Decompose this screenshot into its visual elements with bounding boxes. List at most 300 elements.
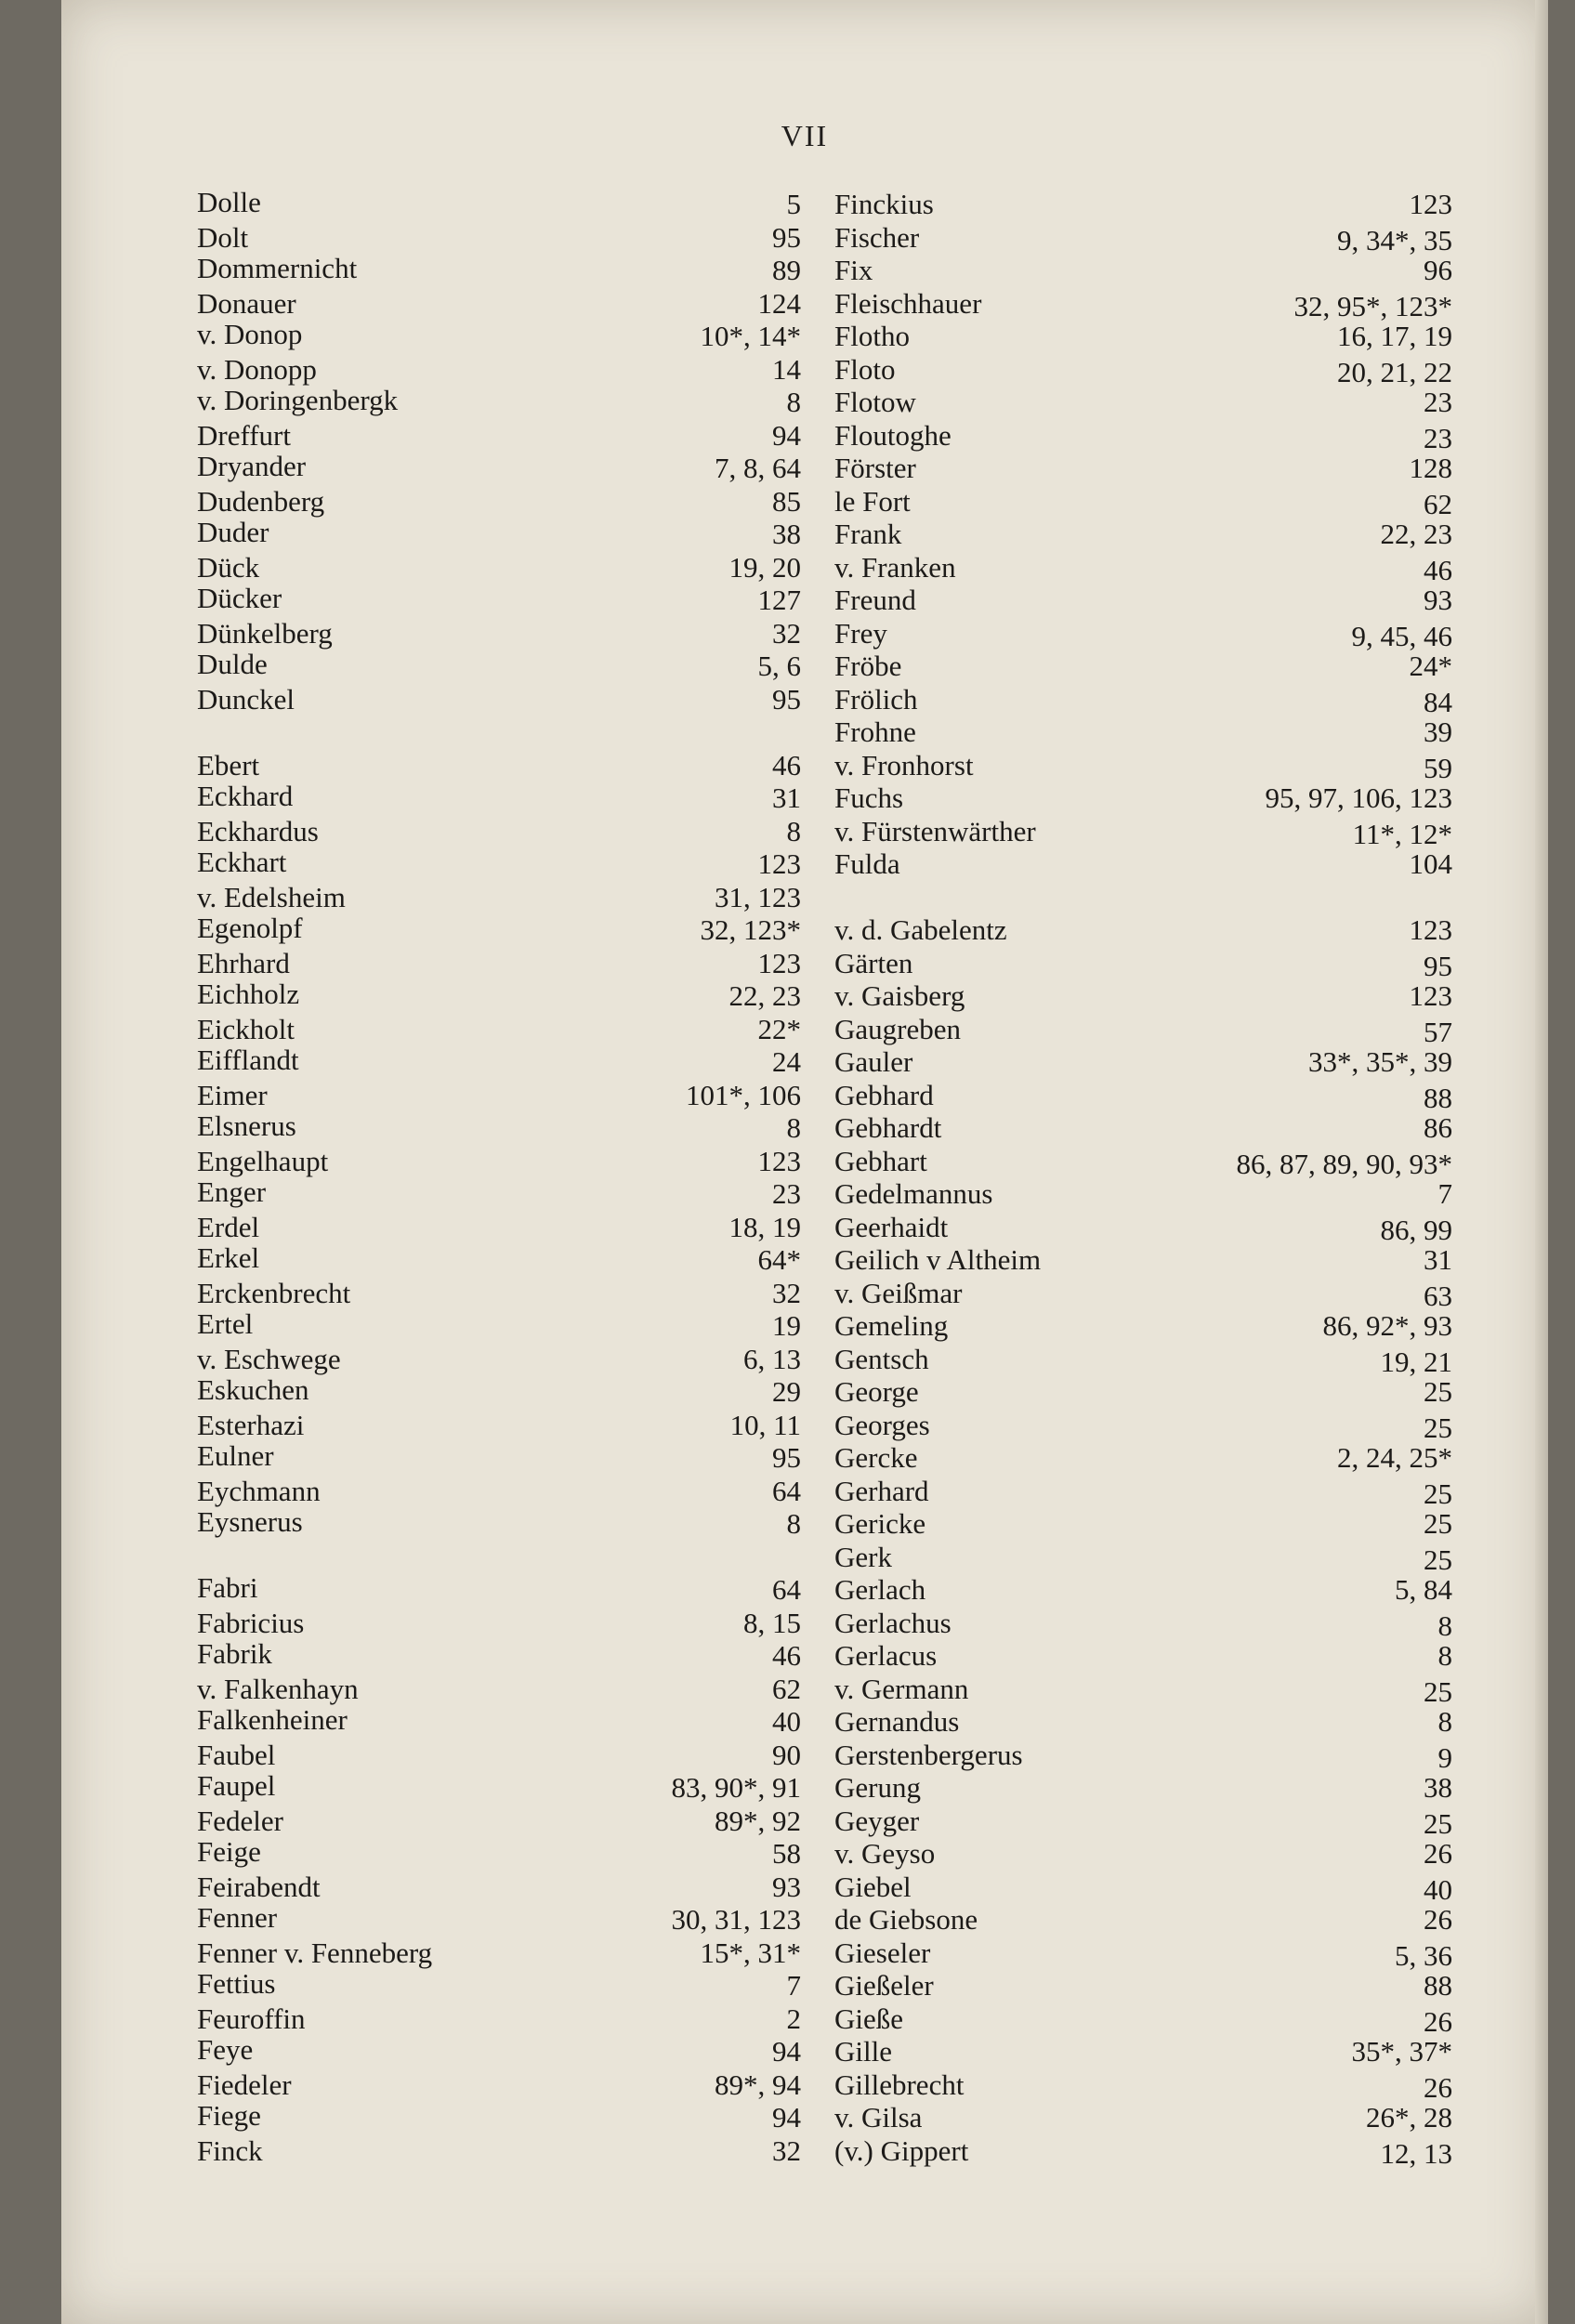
entry-name: Eulner: [197, 1439, 274, 1472]
entry-page-refs: 58: [772, 1837, 801, 1870]
entry-name: v. d. Gabelentz: [834, 913, 1007, 946]
index-entry: [197, 1969, 801, 2002]
entry-page-refs: 25: [1424, 1375, 1452, 1408]
entry-page-refs: 25: [1424, 1507, 1452, 1540]
entry-page-refs: 8: [1437, 1705, 1452, 1738]
entry-page-refs: 10, 11: [729, 1408, 801, 1441]
entry-page-refs: 124: [757, 286, 801, 320]
index-entry: [834, 1969, 1452, 2002]
entry-page-refs: 8: [1437, 1639, 1452, 1672]
entry-name: Elsnerus: [197, 1109, 296, 1142]
index-entry: [834, 1145, 1452, 1178]
entry-name: Förster: [834, 452, 916, 484]
entry-page-refs: 7: [786, 1969, 801, 2002]
index-entry: [834, 1937, 1452, 1970]
entry-page-refs: 123: [1409, 913, 1452, 946]
index-entry: [197, 584, 801, 617]
index-entry: [834, 1837, 1452, 1871]
entry-page-refs: 96: [1424, 254, 1452, 286]
entry-name: Gerlach: [834, 1573, 926, 1606]
entry-page-refs: 62: [1424, 487, 1452, 520]
entry-name: Erdel: [197, 1210, 260, 1243]
index-entry: [197, 2101, 801, 2134]
index-entry: [834, 2002, 1452, 2036]
index-entry: [834, 188, 1452, 221]
entry-name: Dudenberg: [197, 484, 325, 518]
index-entry: [197, 1903, 801, 1937]
index-entry: [834, 584, 1452, 617]
entry-page-refs: 101*, 106: [686, 1078, 801, 1111]
index-entry: [197, 2035, 801, 2068]
entry-name: Esterhazi: [197, 1408, 305, 1441]
entry-page-refs: 88: [1424, 1969, 1452, 2002]
entry-page-refs: 64: [772, 1573, 801, 1606]
entry-page-refs: 8: [786, 386, 801, 418]
section-gap: [197, 1541, 801, 1574]
entry-name: Falkenheiner: [197, 1703, 348, 1736]
entry-name: Gieße: [834, 2002, 904, 2035]
index-entry: [834, 1309, 1452, 1343]
entry-page-refs: 93: [1424, 584, 1452, 616]
index-entry: [197, 1409, 801, 1442]
entry-name: Flotow: [834, 386, 916, 418]
entry-page-refs: 90: [772, 1738, 801, 1771]
index-entry: [197, 1573, 801, 1607]
entry-page-refs: 26: [1424, 1837, 1452, 1870]
entry-name: v. Donop: [197, 318, 303, 350]
index-entry: [197, 781, 801, 815]
entry-name: Dolle: [197, 186, 261, 218]
section-gap: [834, 881, 1452, 914]
entry-name: Gedelmannus: [834, 1177, 993, 1210]
entry-page-refs: 63: [1424, 1279, 1452, 1312]
index-entry: [197, 1079, 801, 1112]
index-entry: [197, 881, 801, 914]
entry-page-refs: 32: [772, 1276, 801, 1309]
entry-name: Fröbe: [834, 650, 902, 682]
index-entry: [197, 1705, 801, 1739]
entry-name: Feuroffin: [197, 2002, 306, 2035]
entry-page-refs: 20, 21, 22: [1337, 355, 1452, 388]
index-entry: [197, 1871, 801, 1904]
index-entry: [197, 1837, 801, 1871]
entry-page-refs: 31: [1424, 1243, 1452, 1276]
entry-name: Frohne: [834, 716, 916, 748]
index-entry: [834, 683, 1452, 716]
entry-name: Dommernicht: [197, 252, 358, 284]
entry-page-refs: 95: [772, 1441, 801, 1474]
entry-name: Flotho: [834, 320, 910, 352]
entry-page-refs: 22*: [757, 1012, 801, 1045]
index-entry: [197, 254, 801, 287]
entry-page-refs: 46: [772, 748, 801, 781]
entry-page-refs: 46: [772, 1639, 801, 1672]
index-entry: [834, 1739, 1452, 1772]
entry-page-refs: 104: [1409, 847, 1452, 880]
entry-page-refs: 93: [772, 1870, 801, 1903]
entry-name: Gebhard: [834, 1078, 934, 1111]
index-entry: [834, 1375, 1452, 1409]
index-entry: [197, 683, 801, 716]
entry-page-refs: 22, 23: [1380, 518, 1452, 550]
entry-name: Gernandus: [834, 1705, 960, 1738]
entry-name: Eckhard: [197, 780, 294, 812]
entry-name: v. Fronhorst: [834, 748, 974, 781]
entry-name: Fettius: [197, 1967, 276, 2000]
entry-name: Finckius: [834, 188, 934, 220]
entry-name: Frey: [834, 616, 887, 650]
entry-page-refs: 14: [772, 352, 801, 386]
entry-page-refs: 39: [1424, 716, 1452, 748]
entry-page-refs: 94: [772, 2035, 801, 2068]
entry-page-refs: 23: [1424, 421, 1452, 454]
entry-page-refs: 59: [1424, 751, 1452, 784]
entry-name: Fenner: [197, 1901, 278, 1934]
entry-name: Gericke: [834, 1507, 926, 1540]
entry-name: Duder: [197, 516, 269, 548]
entry-name: Eifflandt: [197, 1044, 299, 1076]
index-entry: [834, 1607, 1452, 1640]
entry-name: Faubel: [197, 1738, 276, 1771]
entry-page-refs: 32, 95*, 123*: [1293, 289, 1452, 322]
index-entry: [197, 1111, 801, 1145]
index-entry: [197, 386, 801, 419]
entry-page-refs: 86: [1424, 1111, 1452, 1144]
entry-page-refs: 123: [757, 946, 801, 979]
entry-name: v. Doringenbergk: [197, 384, 399, 416]
entry-page-refs: 38: [772, 518, 801, 550]
index-entry: [834, 1409, 1452, 1442]
entry-name: Fischer: [834, 220, 920, 254]
entry-name: Ebert: [197, 748, 260, 781]
index-entry: [834, 617, 1452, 650]
entry-page-refs: 95, 97, 106, 123: [1265, 781, 1452, 814]
entry-name: Gerlacus: [834, 1639, 938, 1672]
index-entry: [197, 188, 801, 221]
index-entry: [834, 320, 1452, 353]
entry-name: v. Geißmar: [834, 1276, 963, 1309]
index-entry: [197, 1937, 801, 1970]
entry-name: Gemeling: [834, 1309, 949, 1342]
entry-page-refs: 23: [772, 1177, 801, 1210]
index-entry: [197, 1739, 801, 1772]
entry-name: Gerung: [834, 1771, 921, 1804]
index-entry: [834, 221, 1452, 255]
index-entry: [197, 2068, 801, 2102]
entry-name: v. Geyso: [834, 1837, 936, 1870]
entry-name: Gebhart: [834, 1144, 927, 1177]
entry-page-refs: 94: [772, 2101, 801, 2134]
entry-page-refs: 5, 6: [757, 650, 801, 682]
entry-page-refs: 6, 13: [743, 1342, 801, 1375]
entry-page-refs: 62: [772, 1672, 801, 1705]
entry-page-refs: 123: [1409, 979, 1452, 1012]
entry-name: (v.) Gippert: [834, 2134, 969, 2167]
entry-name: Fabrik: [197, 1637, 272, 1670]
entry-name: Eckhart: [197, 846, 287, 878]
entry-page-refs: 8: [1437, 1608, 1452, 1642]
entry-name: Fedeler: [197, 1804, 283, 1837]
entry-page-refs: 31: [772, 781, 801, 814]
entry-page-refs: 127: [757, 584, 801, 616]
index-entry: [834, 2035, 1452, 2068]
entry-name: Dück: [197, 550, 260, 584]
index-entry: [197, 1639, 801, 1673]
entry-page-refs: 26: [1424, 2070, 1452, 2104]
entry-name: Eychmann: [197, 1474, 321, 1507]
entry-name: Eskuchen: [197, 1373, 309, 1406]
entry-page-refs: 15*, 31*: [700, 1936, 801, 1969]
entry-page-refs: 25: [1424, 1543, 1452, 1576]
entry-name: Fiege: [197, 2099, 261, 2132]
entry-name: Eckhardus: [197, 814, 319, 847]
index-entry: [834, 979, 1452, 1013]
index-entry: [197, 913, 801, 947]
entry-name: Gillebrecht: [834, 2068, 965, 2101]
entry-name: Gebhardt: [834, 1111, 942, 1144]
index-entry: [197, 1673, 801, 1706]
index-entry: [197, 1177, 801, 1211]
entry-name: Fuchs: [834, 781, 904, 814]
entry-page-refs: 128: [1409, 452, 1452, 484]
entry-page-refs: 95: [1424, 949, 1452, 982]
entry-page-refs: 64: [772, 1474, 801, 1507]
entry-name: Fleischhauer: [834, 286, 982, 320]
entry-page-refs: 7, 8, 64: [715, 452, 801, 484]
index-entry: [834, 749, 1452, 782]
index-entry: [197, 1441, 801, 1475]
entry-page-refs: 11*, 12*: [1352, 817, 1452, 850]
entry-name: Gaugreben: [834, 1012, 961, 1045]
entry-page-refs: 25: [1424, 1477, 1452, 1510]
entry-name: Fix: [834, 254, 873, 286]
index-entry: [834, 254, 1452, 287]
index-entry: [834, 353, 1452, 387]
entry-name: Gercke: [834, 1441, 918, 1474]
index-entry: [834, 1277, 1452, 1310]
index-entry: [834, 419, 1452, 453]
index-entry: [197, 979, 801, 1013]
entry-name: Dunckel: [197, 682, 295, 716]
entry-name: v. Donopp: [197, 352, 317, 386]
entry-name: Eimer: [197, 1078, 268, 1111]
index-entry: [834, 1673, 1452, 1706]
entry-page-refs: 40: [772, 1705, 801, 1738]
entry-name: Gerk: [834, 1540, 892, 1573]
page-edge: [1535, 0, 1548, 2324]
index-entry: [834, 1079, 1452, 1112]
entry-page-refs: 26: [1424, 2004, 1452, 2038]
entry-name: v. Germann: [834, 1672, 969, 1705]
right-index-column: [834, 188, 1452, 2170]
entry-page-refs: 8: [786, 814, 801, 847]
index-entry: [834, 1475, 1452, 1508]
entry-name: Gentsch: [834, 1342, 929, 1375]
entry-page-refs: 9, 45, 46: [1351, 619, 1452, 652]
entry-name: Feige: [197, 1835, 261, 1868]
entry-name: Erckenbrecht: [197, 1276, 351, 1309]
entry-name: Floto: [834, 352, 896, 386]
entry-name: Fiedeler: [197, 2068, 292, 2101]
index-entry: [197, 353, 801, 387]
entry-name: de Giebsone: [834, 1903, 978, 1936]
index-entry: [834, 847, 1452, 881]
entry-page-refs: 7: [1437, 1177, 1452, 1210]
entry-page-refs: 8, 15: [743, 1606, 801, 1639]
entry-page-refs: 19, 20: [728, 550, 801, 584]
entry-name: Dulde: [197, 648, 268, 680]
index-entry: [197, 847, 801, 881]
entry-page-refs: 25: [1424, 1674, 1452, 1708]
entry-name: Feirabendt: [197, 1870, 321, 1903]
entry-name: Ehrhard: [197, 946, 290, 979]
entry-page-refs: 26: [1424, 1903, 1452, 1936]
index-entry: [197, 1145, 801, 1178]
entry-page-refs: 30, 31, 123: [671, 1903, 801, 1936]
entry-name: Eickholt: [197, 1012, 295, 1045]
index-entry: [834, 452, 1452, 485]
entry-name: Erkel: [197, 1241, 260, 1274]
index-entry: [197, 947, 801, 980]
entry-page-refs: 2: [786, 2002, 801, 2035]
entry-name: Geyger: [834, 1804, 920, 1837]
entry-page-refs: 84: [1424, 685, 1452, 718]
index-entry: [834, 1705, 1452, 1739]
entry-name: Gärten: [834, 946, 913, 979]
index-entry: [834, 2134, 1452, 2168]
entry-name: Floutoghe: [834, 418, 952, 452]
entry-page-refs: 83, 90*, 91: [671, 1771, 801, 1804]
entry-page-refs: 88: [1424, 1081, 1452, 1114]
entry-name: v. Edelsheim: [197, 880, 346, 913]
entry-name: Dolt: [197, 220, 249, 254]
index-entry: [197, 1607, 801, 1640]
entry-page-refs: 89: [772, 254, 801, 286]
index-entry: [834, 1771, 1452, 1805]
entry-page-refs: 123: [757, 1144, 801, 1177]
index-entry: [197, 1243, 801, 1277]
index-entry: [834, 913, 1452, 947]
index-entry: [834, 1111, 1452, 1145]
entry-page-refs: 123: [1409, 188, 1452, 220]
index-entry: [197, 320, 801, 353]
entry-page-refs: 32: [772, 616, 801, 650]
index-entry: [834, 485, 1452, 519]
index-entry: [197, 1375, 801, 1409]
index-entry: [197, 1805, 801, 1838]
entry-name: Gieseler: [834, 1936, 931, 1969]
index-page: [61, 0, 1548, 2324]
index-entry: [197, 815, 801, 848]
entry-name: Frank: [834, 518, 902, 550]
entry-page-refs: 9, 34*, 35: [1337, 223, 1452, 256]
entry-page-refs: 64*: [757, 1243, 801, 1276]
entry-name: George: [834, 1375, 919, 1408]
entry-name: v. Franken: [834, 550, 956, 584]
index-entry: [834, 1343, 1452, 1376]
entry-page-refs: 40: [1424, 1872, 1452, 1906]
entry-name: Eysnerus: [197, 1505, 303, 1538]
entry-page-refs: 8: [786, 1507, 801, 1540]
entry-page-refs: 25: [1424, 1806, 1452, 1840]
index-entry: [834, 1211, 1452, 1244]
entry-name: Dünkelberg: [197, 616, 333, 650]
entry-name: Fenner v. Fenneberg: [197, 1936, 433, 1969]
entry-page-refs: 57: [1424, 1015, 1452, 1048]
entry-page-refs: 86, 92*, 93: [1322, 1309, 1452, 1342]
entry-page-refs: 5, 84: [1395, 1573, 1452, 1606]
index-entry: [197, 1507, 801, 1541]
index-entry: [197, 1771, 801, 1805]
entry-name: Frölich: [834, 682, 918, 716]
entry-page-refs: 86, 87, 89, 90, 93*: [1236, 1147, 1452, 1180]
index-entry: [834, 386, 1452, 419]
entry-page-refs: 9: [1437, 1740, 1452, 1774]
entry-page-refs: 123: [757, 847, 801, 880]
index-entry: [834, 287, 1452, 321]
index-entry: [197, 749, 801, 782]
entry-name: Egenolpf: [197, 912, 303, 944]
index-entry: [834, 1541, 1452, 1574]
entry-page-refs: 29: [772, 1375, 801, 1408]
entry-page-refs: 26*, 28: [1366, 2101, 1452, 2134]
entry-page-refs: 89*, 92: [715, 1804, 801, 1837]
entry-name: Engelhaupt: [197, 1144, 329, 1177]
index-entry: [197, 650, 801, 683]
index-entry: [197, 1277, 801, 1310]
entry-page-refs: 5, 36: [1395, 1938, 1452, 1972]
page-number: VII: [781, 119, 829, 152]
entry-name: Gerhard: [834, 1474, 929, 1507]
index-entry: [834, 518, 1452, 551]
entry-page-refs: 22, 23: [728, 979, 801, 1012]
index-entry: [197, 452, 801, 485]
index-entry: [834, 650, 1452, 683]
index-entry: [197, 485, 801, 519]
index-entry: [834, 1243, 1452, 1277]
entry-name: Ertel: [197, 1307, 254, 1340]
entry-page-refs: 38: [1424, 1771, 1452, 1804]
entry-name: v. Gaisberg: [834, 979, 965, 1012]
index-entry: [834, 2101, 1452, 2134]
entry-name: Enger: [197, 1175, 267, 1208]
index-entry: [197, 551, 801, 584]
entry-page-refs: 8: [786, 1111, 801, 1144]
entry-page-refs: 2, 24, 25*: [1337, 1441, 1452, 1474]
entry-page-refs: 19, 21: [1380, 1345, 1452, 1378]
entry-name: Eichholz: [197, 978, 300, 1010]
entry-page-refs: 31, 123: [715, 880, 801, 913]
index-entry: [834, 947, 1452, 980]
entry-page-refs: 95: [772, 682, 801, 716]
entry-page-refs: 5: [786, 188, 801, 220]
index-entry: [834, 1177, 1452, 1211]
entry-name: Giebel: [834, 1870, 912, 1903]
entry-page-refs: 86, 99: [1380, 1213, 1452, 1246]
entry-page-refs: 19: [772, 1309, 801, 1342]
index-entry: [834, 1441, 1452, 1475]
entry-name: le Fort: [834, 484, 911, 518]
entry-page-refs: 33*, 35*, 39: [1308, 1045, 1452, 1078]
index-entry: [834, 1013, 1452, 1046]
entry-name: Feye: [197, 2033, 254, 2066]
entry-page-refs: 35*, 37*: [1351, 2035, 1452, 2068]
entry-name: v. Falkenhayn: [197, 1672, 359, 1705]
entry-page-refs: 46: [1424, 553, 1452, 586]
entry-name: Fabri: [197, 1571, 258, 1604]
index-entry: [197, 1045, 801, 1079]
index-entry: [834, 781, 1452, 815]
